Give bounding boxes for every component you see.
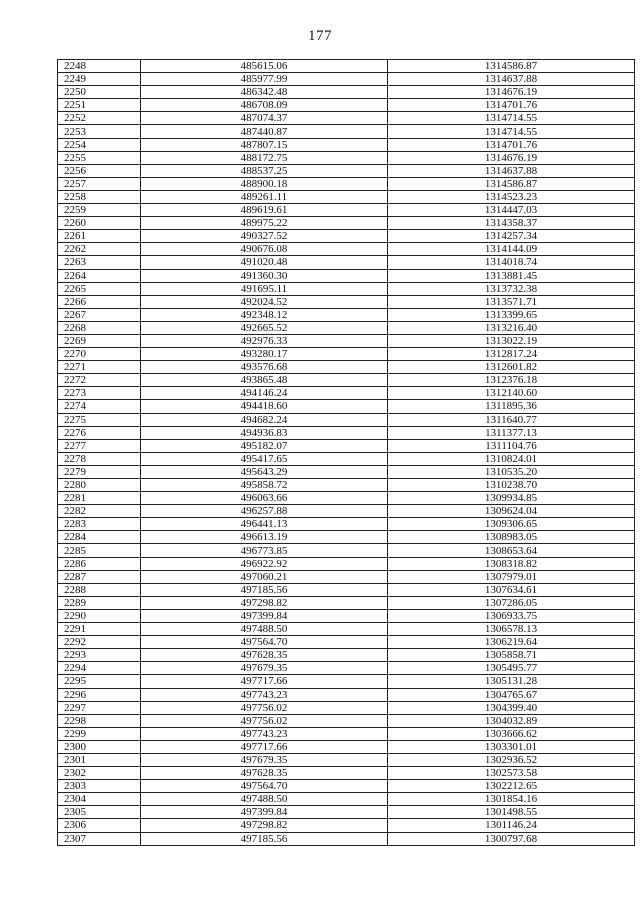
table-row (58, 649, 635, 662)
table-row (58, 374, 635, 387)
table-row (58, 832, 635, 845)
y-coordinate-cell: 1301146.24 (388, 819, 635, 832)
x-coordinate-cell: 496441.13 (141, 518, 388, 531)
point-number-cell: 2268 (58, 321, 141, 334)
point-number-cell: 2293 (58, 649, 141, 662)
point-number-cell: 2282 (58, 505, 141, 518)
table-row (58, 780, 635, 793)
table-row (58, 112, 635, 125)
y-coordinate-cell: 1314637.88 (388, 164, 635, 177)
point-number-cell: 2273 (58, 387, 141, 400)
x-coordinate-cell: 486708.09 (141, 99, 388, 112)
x-coordinate-cell: 497399.84 (141, 806, 388, 819)
y-coordinate-cell: 1310238.70 (388, 479, 635, 492)
x-coordinate-cell: 492348.12 (141, 308, 388, 321)
y-coordinate-cell: 1302936.52 (388, 753, 635, 766)
y-coordinate-cell: 1302212.65 (388, 780, 635, 793)
table-row (58, 806, 635, 819)
table-row (58, 308, 635, 321)
table-row (58, 230, 635, 243)
x-coordinate-cell: 496613.19 (141, 531, 388, 544)
x-coordinate-cell: 487074.37 (141, 112, 388, 125)
x-coordinate-cell: 497743.23 (141, 688, 388, 701)
point-number-cell: 2253 (58, 125, 141, 138)
x-coordinate-cell: 496922.92 (141, 557, 388, 570)
y-coordinate-cell: 1313881.45 (388, 269, 635, 282)
table-row (58, 688, 635, 701)
point-number-cell: 2265 (58, 282, 141, 295)
table-row (58, 583, 635, 596)
table-row (58, 793, 635, 806)
table-row (58, 479, 635, 492)
x-coordinate-cell: 495858.72 (141, 479, 388, 492)
table-row (58, 387, 635, 400)
x-coordinate-cell: 495643.29 (141, 465, 388, 478)
point-number-cell: 2306 (58, 819, 141, 832)
x-coordinate-cell: 487807.15 (141, 138, 388, 151)
x-coordinate-cell: 496773.85 (141, 544, 388, 557)
x-coordinate-cell: 495417.65 (141, 452, 388, 465)
point-number-cell: 2264 (58, 269, 141, 282)
table-row (58, 544, 635, 557)
y-coordinate-cell: 1314358.37 (388, 217, 635, 230)
point-number-cell: 2290 (58, 609, 141, 622)
y-coordinate-cell: 1311895.36 (388, 400, 635, 413)
y-coordinate-cell: 1306578.13 (388, 623, 635, 636)
y-coordinate-cell: 1309306.65 (388, 518, 635, 531)
y-coordinate-cell: 1309624.04 (388, 505, 635, 518)
point-number-cell: 2249 (58, 73, 141, 86)
y-coordinate-cell: 1314676.19 (388, 151, 635, 164)
point-number-cell: 2278 (58, 452, 141, 465)
table-row (58, 505, 635, 518)
table-row (58, 662, 635, 675)
x-coordinate-cell: 488172.75 (141, 151, 388, 164)
table-row (58, 675, 635, 688)
table-row (58, 492, 635, 505)
x-coordinate-cell: 497756.02 (141, 701, 388, 714)
y-coordinate-cell: 1305495.77 (388, 662, 635, 675)
table-row (58, 151, 635, 164)
y-coordinate-cell: 1308983.05 (388, 531, 635, 544)
table-row (58, 465, 635, 478)
table-row (58, 596, 635, 609)
y-coordinate-cell: 1311640.77 (388, 413, 635, 426)
x-coordinate-cell: 496257.88 (141, 505, 388, 518)
y-coordinate-cell: 1307286.05 (388, 596, 635, 609)
y-coordinate-cell: 1301498.55 (388, 806, 635, 819)
y-coordinate-cell: 1303301.01 (388, 740, 635, 753)
x-coordinate-cell: 497298.82 (141, 596, 388, 609)
point-number-cell: 2289 (58, 596, 141, 609)
x-coordinate-cell: 494682.24 (141, 413, 388, 426)
point-number-cell: 2307 (58, 832, 141, 845)
point-number-cell: 2295 (58, 675, 141, 688)
point-number-cell: 2298 (58, 714, 141, 727)
table-row (58, 86, 635, 99)
point-number-cell: 2297 (58, 701, 141, 714)
table-row (58, 623, 635, 636)
table-row (58, 452, 635, 465)
point-number-cell: 2257 (58, 177, 141, 190)
point-number-cell: 2261 (58, 230, 141, 243)
y-coordinate-cell: 1313571.71 (388, 295, 635, 308)
table-row (58, 334, 635, 347)
x-coordinate-cell: 491360.30 (141, 269, 388, 282)
table-row (58, 701, 635, 714)
point-number-cell: 2294 (58, 662, 141, 675)
point-number-cell: 2266 (58, 295, 141, 308)
point-number-cell: 2262 (58, 243, 141, 256)
table-row (58, 426, 635, 439)
x-coordinate-cell: 489261.11 (141, 190, 388, 203)
table-row (58, 217, 635, 230)
y-coordinate-cell: 1309934.85 (388, 492, 635, 505)
y-coordinate-cell: 1305131.28 (388, 675, 635, 688)
point-number-cell: 2270 (58, 348, 141, 361)
x-coordinate-cell: 488537.25 (141, 164, 388, 177)
y-coordinate-cell: 1314586.87 (388, 177, 635, 190)
page-number: 177 (308, 28, 332, 44)
table-row (58, 727, 635, 740)
x-coordinate-cell: 497717.66 (141, 740, 388, 753)
point-number-cell: 2277 (58, 439, 141, 452)
point-number-cell: 2299 (58, 727, 141, 740)
x-coordinate-cell: 485977.99 (141, 73, 388, 86)
point-number-cell: 2260 (58, 217, 141, 230)
table-row (58, 609, 635, 622)
x-coordinate-cell: 489975.22 (141, 217, 388, 230)
x-coordinate-cell: 497185.56 (141, 583, 388, 596)
y-coordinate-cell: 1311104.76 (388, 439, 635, 452)
y-coordinate-cell: 1307634.61 (388, 583, 635, 596)
point-number-cell: 2252 (58, 112, 141, 125)
point-number-cell: 2287 (58, 570, 141, 583)
y-coordinate-cell: 1314714.55 (388, 125, 635, 138)
table-row (58, 125, 635, 138)
point-number-cell: 2255 (58, 151, 141, 164)
table-row (58, 164, 635, 177)
x-coordinate-cell: 497756.02 (141, 714, 388, 727)
x-coordinate-cell: 488900.18 (141, 177, 388, 190)
point-number-cell: 2248 (58, 60, 141, 73)
table-row (58, 439, 635, 452)
y-coordinate-cell: 1314637.88 (388, 73, 635, 86)
point-number-cell: 2267 (58, 308, 141, 321)
y-coordinate-cell: 1308318.82 (388, 557, 635, 570)
x-coordinate-cell: 494146.24 (141, 387, 388, 400)
point-number-cell: 2291 (58, 623, 141, 636)
table-row (58, 570, 635, 583)
x-coordinate-cell: 497399.84 (141, 609, 388, 622)
x-coordinate-cell: 494936.83 (141, 426, 388, 439)
point-number-cell: 2288 (58, 583, 141, 596)
point-number-cell: 2281 (58, 492, 141, 505)
point-number-cell: 2250 (58, 86, 141, 99)
table-row (58, 204, 635, 217)
y-coordinate-cell: 1303666.62 (388, 727, 635, 740)
x-coordinate-cell: 493865.48 (141, 374, 388, 387)
point-number-cell: 2304 (58, 793, 141, 806)
x-coordinate-cell: 492976.33 (141, 334, 388, 347)
y-coordinate-cell: 1314701.76 (388, 99, 635, 112)
table-row (58, 819, 635, 832)
point-number-cell: 2296 (58, 688, 141, 701)
x-coordinate-cell: 492665.52 (141, 321, 388, 334)
y-coordinate-cell: 1301854.16 (388, 793, 635, 806)
x-coordinate-cell: 486342.48 (141, 86, 388, 99)
x-coordinate-cell: 497628.35 (141, 767, 388, 780)
point-number-cell: 2272 (58, 374, 141, 387)
x-coordinate-cell: 497717.66 (141, 675, 388, 688)
point-number-cell: 2285 (58, 544, 141, 557)
point-number-cell: 2300 (58, 740, 141, 753)
table-row (58, 269, 635, 282)
table-row (58, 295, 635, 308)
y-coordinate-cell: 1300797.68 (388, 832, 635, 845)
x-coordinate-cell: 491695.11 (141, 282, 388, 295)
table-row (58, 177, 635, 190)
table-row (58, 243, 635, 256)
x-coordinate-cell: 485615.06 (141, 60, 388, 73)
x-coordinate-cell: 490327.52 (141, 230, 388, 243)
point-number-cell: 2259 (58, 204, 141, 217)
table-row (58, 361, 635, 374)
point-number-cell: 2269 (58, 334, 141, 347)
y-coordinate-cell: 1312601.82 (388, 361, 635, 374)
coordinates-table-body (58, 60, 635, 846)
x-coordinate-cell: 493576.68 (141, 361, 388, 374)
point-number-cell: 2271 (58, 361, 141, 374)
x-coordinate-cell: 497298.82 (141, 819, 388, 832)
y-coordinate-cell: 1308653.64 (388, 544, 635, 557)
x-coordinate-cell: 497564.70 (141, 780, 388, 793)
x-coordinate-cell: 497185.56 (141, 832, 388, 845)
x-coordinate-cell: 497564.70 (141, 636, 388, 649)
y-coordinate-cell: 1314714.55 (388, 112, 635, 125)
y-coordinate-cell: 1307979.01 (388, 570, 635, 583)
y-coordinate-cell: 1306933.75 (388, 609, 635, 622)
table-row (58, 348, 635, 361)
x-coordinate-cell: 497488.50 (141, 623, 388, 636)
point-number-cell: 2263 (58, 256, 141, 269)
y-coordinate-cell: 1312817.24 (388, 348, 635, 361)
table-row (58, 256, 635, 269)
y-coordinate-cell: 1310824.01 (388, 452, 635, 465)
table-row (58, 753, 635, 766)
y-coordinate-cell: 1312140.60 (388, 387, 635, 400)
table-row (58, 321, 635, 334)
table-row (58, 99, 635, 112)
point-number-cell: 2251 (58, 99, 141, 112)
x-coordinate-cell: 497060.21 (141, 570, 388, 583)
table-row (58, 714, 635, 727)
point-number-cell: 2275 (58, 413, 141, 426)
point-number-cell: 2258 (58, 190, 141, 203)
y-coordinate-cell: 1304032.89 (388, 714, 635, 727)
y-coordinate-cell: 1306219.64 (388, 636, 635, 649)
point-number-cell: 2276 (58, 426, 141, 439)
y-coordinate-cell: 1314586.87 (388, 60, 635, 73)
x-coordinate-cell: 490676.08 (141, 243, 388, 256)
y-coordinate-cell: 1313022.19 (388, 334, 635, 347)
y-coordinate-cell: 1314701.76 (388, 138, 635, 151)
x-coordinate-cell: 487440.87 (141, 125, 388, 138)
point-number-cell: 2283 (58, 518, 141, 531)
point-number-cell: 2286 (58, 557, 141, 570)
x-coordinate-cell: 494418.60 (141, 400, 388, 413)
table-row (58, 400, 635, 413)
table-row (58, 413, 635, 426)
point-number-cell: 2303 (58, 780, 141, 793)
y-coordinate-cell: 1314676.19 (388, 86, 635, 99)
y-coordinate-cell: 1314018.74 (388, 256, 635, 269)
x-coordinate-cell: 497628.35 (141, 649, 388, 662)
table-row (58, 557, 635, 570)
y-coordinate-cell: 1314257.34 (388, 230, 635, 243)
y-coordinate-cell: 1304399.40 (388, 701, 635, 714)
x-coordinate-cell: 497488.50 (141, 793, 388, 806)
table-row (58, 636, 635, 649)
point-number-cell: 2256 (58, 164, 141, 177)
y-coordinate-cell: 1311377.13 (388, 426, 635, 439)
table-row (58, 73, 635, 86)
x-coordinate-cell: 492024.52 (141, 295, 388, 308)
y-coordinate-cell: 1314144.09 (388, 243, 635, 256)
y-coordinate-cell: 1313216.40 (388, 321, 635, 334)
y-coordinate-cell: 1302573.58 (388, 767, 635, 780)
coordinates-table (57, 59, 635, 846)
x-coordinate-cell: 489619.61 (141, 204, 388, 217)
x-coordinate-cell: 496063.66 (141, 492, 388, 505)
point-number-cell: 2279 (58, 465, 141, 478)
y-coordinate-cell: 1304765.67 (388, 688, 635, 701)
table-row (58, 282, 635, 295)
x-coordinate-cell: 497743.23 (141, 727, 388, 740)
x-coordinate-cell: 497679.35 (141, 662, 388, 675)
point-number-cell: 2305 (58, 806, 141, 819)
table-row (58, 518, 635, 531)
point-number-cell: 2302 (58, 767, 141, 780)
x-coordinate-cell: 491020.48 (141, 256, 388, 269)
y-coordinate-cell: 1313732.38 (388, 282, 635, 295)
y-coordinate-cell: 1314447.03 (388, 204, 635, 217)
y-coordinate-cell: 1305858.71 (388, 649, 635, 662)
table-row (58, 767, 635, 780)
table-row (58, 531, 635, 544)
point-number-cell: 2280 (58, 479, 141, 492)
table-row (58, 740, 635, 753)
table-row (58, 190, 635, 203)
x-coordinate-cell: 497679.35 (141, 753, 388, 766)
point-number-cell: 2284 (58, 531, 141, 544)
x-coordinate-cell: 495182.07 (141, 439, 388, 452)
y-coordinate-cell: 1312376.18 (388, 374, 635, 387)
y-coordinate-cell: 1313399.65 (388, 308, 635, 321)
table-row (58, 60, 635, 73)
point-number-cell: 2254 (58, 138, 141, 151)
point-number-cell: 2301 (58, 753, 141, 766)
table-row (58, 138, 635, 151)
point-number-cell: 2292 (58, 636, 141, 649)
y-coordinate-cell: 1310535.20 (388, 465, 635, 478)
x-coordinate-cell: 493280.17 (141, 348, 388, 361)
y-coordinate-cell: 1314523.23 (388, 190, 635, 203)
point-number-cell: 2274 (58, 400, 141, 413)
